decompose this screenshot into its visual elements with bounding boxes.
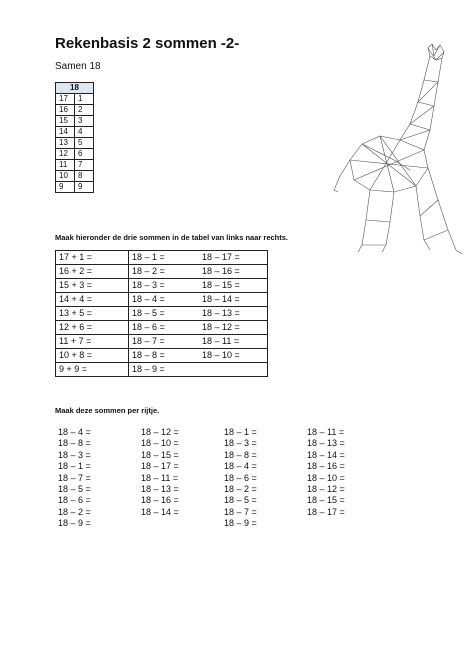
split-table: [55, 82, 94, 193]
exercise-item: 18 – 3 =: [58, 449, 91, 460]
exercise-item: 18 – 9 =: [224, 518, 257, 529]
exercise-item: 18 – 4 =: [58, 427, 91, 437]
sum-cell: 18 – 4 =: [129, 293, 200, 307]
sum-cell: 18 – 13 =: [199, 307, 268, 321]
sum-cell: 18 – 2 =: [129, 265, 200, 279]
split-cell: 9: [56, 182, 75, 193]
sum-cell: 16 + 2 =: [56, 265, 129, 279]
split-table-header: 18: [56, 83, 94, 94]
split-cell: 1: [75, 94, 94, 105]
split-row: [56, 171, 94, 182]
split-row: [56, 182, 94, 193]
split-cell: 9: [75, 182, 94, 193]
exercise-item: 18 – 2 =: [224, 483, 257, 494]
sum-row: [56, 279, 268, 293]
exercise-item: 18 – 11 =: [307, 427, 345, 437]
split-cell: 3: [75, 116, 94, 127]
exercise-item: 18 – 2 =: [58, 506, 91, 517]
sum-row: [56, 307, 268, 321]
exercise-item: 18 – 1 =: [224, 427, 257, 437]
sum-cell: 18 – 5 =: [129, 307, 200, 321]
instruction-text: Maak hieronder de drie sommen in de tabel van links naar rechts.: [55, 233, 288, 242]
split-cell: 5: [75, 138, 94, 149]
exercise-item: 18 – 5 =: [58, 483, 91, 494]
split-cell: 6: [75, 149, 94, 160]
sum-cell: 18 – 7 =: [129, 335, 200, 349]
sum-row: [56, 251, 268, 265]
sum-cell: 10 + 8 =: [56, 349, 129, 363]
sum-row: [56, 321, 268, 335]
sum-row: [56, 363, 268, 377]
page-subtitle: Samen 18: [55, 61, 101, 72]
exercise-column: [307, 427, 390, 530]
exercise-item: 18 – 14 =: [141, 506, 179, 517]
split-cell: 12: [56, 149, 75, 160]
split-row: [56, 160, 94, 171]
sum-cell: 18 – 12 =: [199, 321, 268, 335]
exercise-item: 18 – 17 =: [307, 506, 345, 517]
split-cell: 13: [56, 138, 75, 149]
exercise-item: 18 – 13 =: [307, 438, 345, 449]
sum-cell: 18 – 17 =: [199, 251, 268, 265]
exercise-item: 18 – 10 =: [141, 438, 179, 449]
exercise-item: 18 – 7 =: [224, 506, 257, 517]
sum-cell: 15 + 3 =: [56, 279, 129, 293]
sum-row: [56, 335, 268, 349]
sum-row: [56, 349, 268, 363]
split-row: [56, 94, 94, 105]
split-cell: 8: [75, 171, 94, 182]
split-row: [56, 149, 94, 160]
exercise-item: 18 – 11 =: [141, 472, 179, 483]
split-row: [56, 127, 94, 138]
sum-cell: 18 – 3 =: [129, 279, 200, 293]
exercise-item: 18 – 6 =: [58, 495, 91, 506]
exercise-item: 18 – 17 =: [141, 461, 179, 472]
split-cell: 11: [56, 160, 75, 171]
sum-cell: 18 – 8 =: [129, 349, 200, 363]
split-cell: 17: [56, 94, 75, 105]
exercise-item: 18 – 8 =: [58, 438, 91, 449]
sum-cell: 18 – 6 =: [129, 321, 200, 335]
sum-cell: 18 – 16 =: [199, 265, 268, 279]
split-row: [56, 116, 94, 127]
exercise-item: 18 – 16 =: [307, 461, 345, 472]
giraffe-icon: [320, 40, 470, 260]
split-cell: 7: [75, 160, 94, 171]
split-cell: 14: [56, 127, 75, 138]
exercise-item: 18 – 6 =: [224, 472, 257, 483]
sum-table: [55, 250, 268, 377]
sum-cell: 18 – 14 =: [199, 293, 268, 307]
split-cell: 2: [75, 105, 94, 116]
exercise-item: 18 – 7 =: [58, 472, 91, 483]
sum-cell: [199, 363, 268, 377]
split-cell: 10: [56, 171, 75, 182]
sum-cell: 9 + 9 =: [56, 363, 129, 377]
exercise-columns: [58, 427, 390, 530]
exercise-item: 18 – 14 =: [307, 449, 345, 460]
exercise-item: 18 – 15 =: [141, 449, 179, 460]
exercise-item: 18 – 1 =: [58, 461, 91, 472]
exercise-item: 18 – 4 =: [224, 461, 257, 472]
exercise-item: 18 – 16 =: [141, 495, 179, 506]
sum-row: [56, 265, 268, 279]
sum-row: [56, 293, 268, 307]
exercise-column: [224, 427, 307, 530]
sum-cell: 18 – 15 =: [199, 279, 268, 293]
exercise-item: 18 – 9 =: [58, 518, 91, 529]
exercise-column: [141, 427, 224, 530]
exercise-item: 18 – 10 =: [307, 472, 345, 483]
split-row: [56, 105, 94, 116]
split-cell: 4: [75, 127, 94, 138]
sum-cell: 18 – 10 =: [199, 349, 268, 363]
sum-cell: 18 – 11 =: [199, 335, 268, 349]
exercise-item: 18 – 5 =: [224, 495, 257, 506]
sum-cell: 12 + 6 =: [56, 321, 129, 335]
sum-cell: 18 – 1 =: [129, 251, 200, 265]
sum-cell: 13 + 5 =: [56, 307, 129, 321]
sum-cell: 11 + 7 =: [56, 335, 129, 349]
exercise-item: 18 – 15 =: [307, 495, 345, 506]
split-cell: 16: [56, 105, 75, 116]
sum-cell: 18 – 9 =: [129, 363, 200, 377]
split-cell: 15: [56, 116, 75, 127]
page-title: Rekenbasis 2 sommen -2-: [55, 35, 240, 52]
instruction-text-2: Maak deze sommen per rijtje.: [55, 406, 160, 415]
sum-cell: 17 + 1 =: [56, 251, 129, 265]
exercise-item: 18 – 12 =: [141, 427, 179, 437]
sum-cell: 14 + 4 =: [56, 293, 129, 307]
exercise-item: 18 – 12 =: [307, 483, 345, 494]
exercise-item: 18 – 3 =: [224, 438, 257, 449]
split-row: [56, 138, 94, 149]
exercise-column: [58, 427, 141, 530]
exercise-item: 18 – 8 =: [224, 449, 257, 460]
exercise-item: 18 – 13 =: [141, 483, 179, 494]
